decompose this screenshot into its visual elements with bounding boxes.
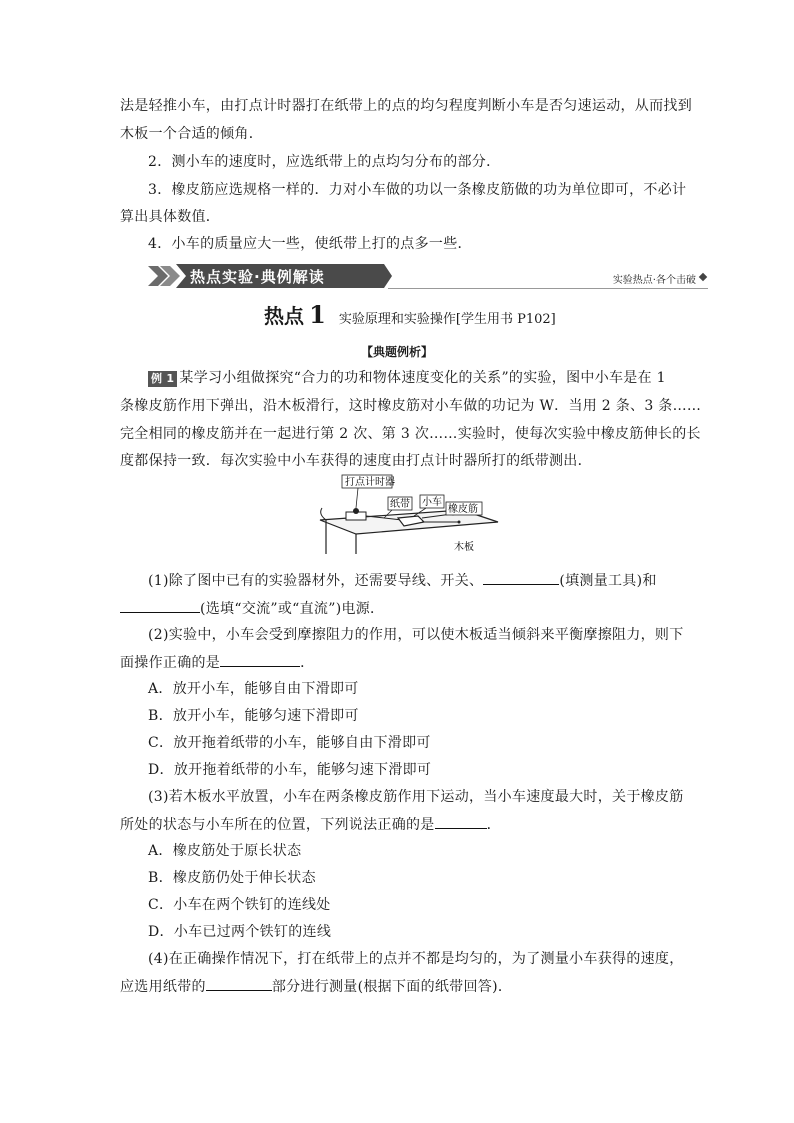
label-band: 橡皮筋	[448, 504, 478, 515]
hotspot-title	[264, 300, 556, 329]
example-line-1	[148, 368, 666, 388]
q1-text-a: (1)除了图中已有的实验器材外，还需要导线、开关、	[148, 573, 484, 589]
q4-text-c: 部分进行测量(根据下面的纸带回答)．	[271, 979, 513, 995]
q3-option-a: A．橡皮筋处于原长状态	[148, 843, 302, 859]
q1-text-b: (填测量工具)和	[559, 573, 657, 589]
q4-line-2	[120, 976, 512, 997]
q2-option-d: D．放开拖着纸带的小车，能够匀速下滑即可	[148, 762, 432, 778]
q2-blank[interactable]	[220, 652, 300, 667]
intro-item-3a: 3．橡皮筋应选规格一样的．力对小车做的功以一条橡皮筋做的功为单位即可，不必计	[148, 182, 687, 198]
q2-line-1: (2)实验中，小车会受到摩擦阻力的作用，可以使木板适当倾斜来平衡摩擦阻力，则下	[148, 627, 684, 643]
q2-line-2	[120, 652, 314, 673]
q4-line-1: (4)在正确操作情况下，打在纸带上的点并不都是均匀的，为了测量小车获得的速度，	[148, 951, 684, 967]
q3-blank[interactable]	[435, 814, 487, 829]
intro-item-3b: 算出具体数值．	[120, 209, 221, 225]
label-timer: 打点计时器	[345, 477, 395, 488]
q1-text-c: (选填“交流”或“直流”)电源．	[200, 601, 385, 617]
section-label: 【典题例析】	[360, 345, 433, 359]
hotspot-label: 热点	[264, 304, 304, 328]
q4-blank[interactable]	[206, 976, 272, 991]
banner-right-label: 实验热点·各个击破	[612, 275, 696, 286]
label-board: 木板	[454, 542, 474, 553]
intro-line-2: 木板一个合适的倾角．	[120, 126, 263, 142]
diamond-icon	[699, 273, 707, 281]
example-badge: 例 1	[148, 371, 177, 387]
intro-item-4: 4．小车的质量应大一些，使纸带上打的点多一些．	[148, 236, 472, 252]
apparatus-diagram	[312, 474, 502, 556]
q3-option-b: B．橡皮筋仍处于伸长状态	[148, 870, 316, 886]
hotspot-subtitle: 实验原理和实验操作[学生用书 P102]	[338, 312, 556, 327]
banner-title: 热点实验·典例解读	[190, 268, 325, 286]
q3-line-1: (3)若木板水平放置，小车在两条橡皮筋作用下运动，当小车速度最大时，关于橡皮筋	[148, 789, 684, 805]
example-line-4: 度都保持一致．每次实验中小车获得的速度由打点计时器所打的纸带测出．	[120, 453, 592, 469]
section-banner	[148, 263, 708, 289]
banner-rule	[388, 288, 708, 289]
cord-line	[321, 508, 326, 520]
q3-text-c: ．	[486, 817, 501, 833]
q3-text-b: 所处的状态与小车所在的位置，下列说法正确的是	[120, 817, 435, 833]
example-line-3: 完全相同的橡皮筋并在一起进行第 2 次、第 3 次……实验时，使每次实验中橡皮筋伸长的长	[120, 426, 701, 442]
q2-option-b: B．放开小车，能够匀速下滑即可	[148, 708, 359, 724]
q2-option-a: A．放开小车，能够自由下滑即可	[148, 681, 359, 697]
intro-line-1: 法是轻推小车，由打点计时器打在纸带上的点的均匀程度判断小车是否匀速运动，从而找到	[120, 98, 692, 114]
timer-knob	[353, 508, 359, 514]
q1-line-2	[120, 598, 384, 619]
q3-option-c: C．小车在两个铁钉的连线处	[148, 897, 331, 913]
label-car: 小车	[422, 497, 442, 508]
example-line-2: 条橡皮筋作用下弹出，沿木板滑行，这时橡皮筋对小车做的功记为 W．当用 2 条、3 条……	[120, 398, 702, 414]
q2-text-c: ．	[300, 655, 315, 671]
q1-blank-1[interactable]	[483, 570, 559, 585]
q2-option-c: C．放开拖着纸带的小车，能够自由下滑即可	[148, 735, 431, 751]
example-text-1: 某学习小组做探究“合力的功和物体速度变化的关系”的实验，图中小车是在 1	[179, 370, 666, 386]
hotspot-number: 1	[309, 300, 326, 329]
intro-item-2: 2．测小车的速度时，应选纸带上的点均匀分布的部分．	[148, 154, 501, 170]
q3-option-d: D．小车已过两个铁钉的连线	[148, 924, 332, 940]
label-tape: 纸带	[390, 499, 410, 510]
q1-blank-2[interactable]	[120, 598, 200, 613]
q2-text-b: 面操作正确的是	[120, 655, 221, 671]
q3-line-2	[120, 814, 501, 835]
q4-text-b: 应选用纸带的	[120, 979, 206, 995]
nail-2	[458, 521, 461, 524]
q1-line-1	[148, 570, 657, 591]
